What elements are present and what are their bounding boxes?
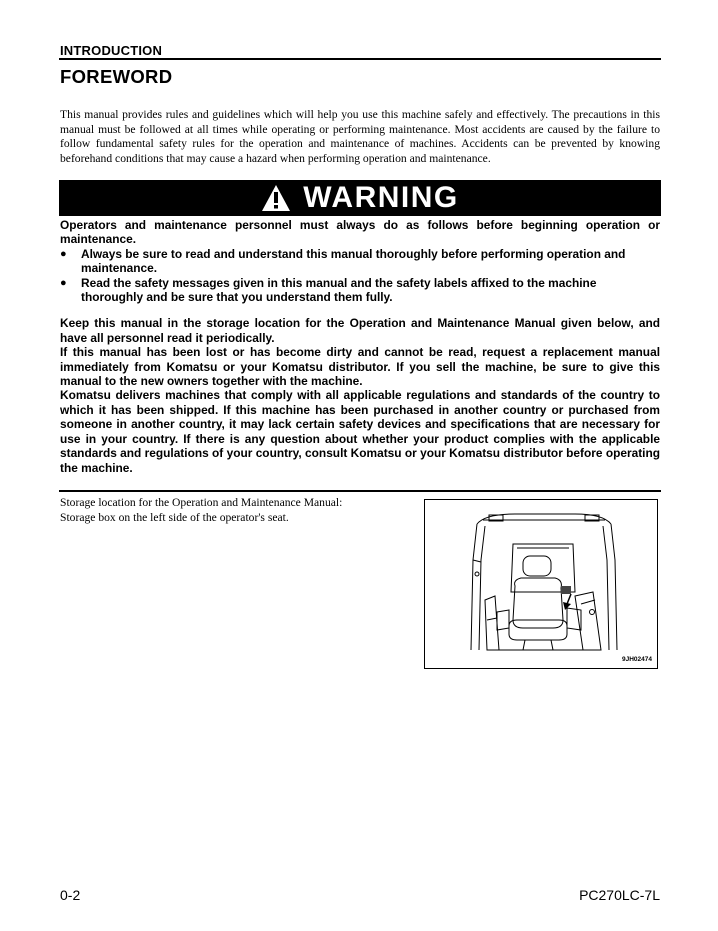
operator-cab-drawing (425, 500, 657, 668)
warning-body (60, 218, 660, 475)
storage-location-text (60, 495, 410, 525)
warning-lead: Operators and maintenance personnel must always do as follows before beginning operation or maintenance. (60, 218, 660, 247)
warning-banner (59, 180, 661, 216)
page-number: 0-2 (60, 887, 81, 903)
warning-bullet-item (60, 276, 660, 305)
warning-paragraph-replacement: If this manual has been lost or has become dirty and cannot be read, request a replacement manual immediately from Komatsu or your Komatsu distributor. If you sell the machine, be sure to give this manual to the new owners together with the machine. (60, 345, 660, 389)
storage-location-detail: Storage box on the left side of the operator's seat. (60, 511, 289, 524)
model-number: PC270LC-7L (579, 887, 660, 903)
warning-label: WARNING (303, 181, 459, 214)
page-title: FOREWORD (60, 66, 173, 87)
warning-paragraph-compliance: Komatsu delivers machines that comply with all applicable regulations and standards of the country to which it has been shipped. If this machine has been purchased in another country or purchased from someone in another country, it may lack certain safety devices and specifications that are necessary for use in your country. If there is any question about whether your product complies with the applicable standards and regulations of your country, consult Komatsu or your Komatsu distributor before operating the machine. (60, 388, 660, 475)
intro-paragraph: This manual provides rules and guidelines which will help you use this machine safely and effectively. The precautions in this manual must be followed at all times while operating or performing maintenance. Most accidents are caused by the failure to follow fundamental safety rules for the operation and maintenance of machines. Accidents can be prevented by knowing beforehand conditions that may cause a hazard when performing operation and maintenance. (60, 108, 660, 165)
header-rule (59, 58, 661, 60)
cab-illustration (424, 499, 658, 669)
storage-location-label: Storage location for the Operation and Maintenance Manual: (60, 496, 343, 509)
warning-paragraph-keep: Keep this manual in the storage location for the Operation and Maintenance Manual given below, and have all personnel read it periodically. (60, 316, 660, 345)
figure-code: 9JH02474 (622, 656, 652, 663)
bullet-text: Read the safety messages given in this manual and the safety labels affixed to the machine thoroughly and be sure that you understand them fully. (81, 275, 597, 305)
section-label: INTRODUCTION (60, 43, 163, 58)
bullet-icon: ● (60, 276, 67, 289)
section-rule (59, 490, 661, 492)
warning-bullet-item (60, 247, 660, 276)
warning-triangle-icon (261, 184, 291, 212)
bullet-text: Always be sure to read and understand this manual thoroughly before performing operation and maintenance. (81, 246, 626, 276)
bullet-icon: ● (60, 247, 67, 260)
